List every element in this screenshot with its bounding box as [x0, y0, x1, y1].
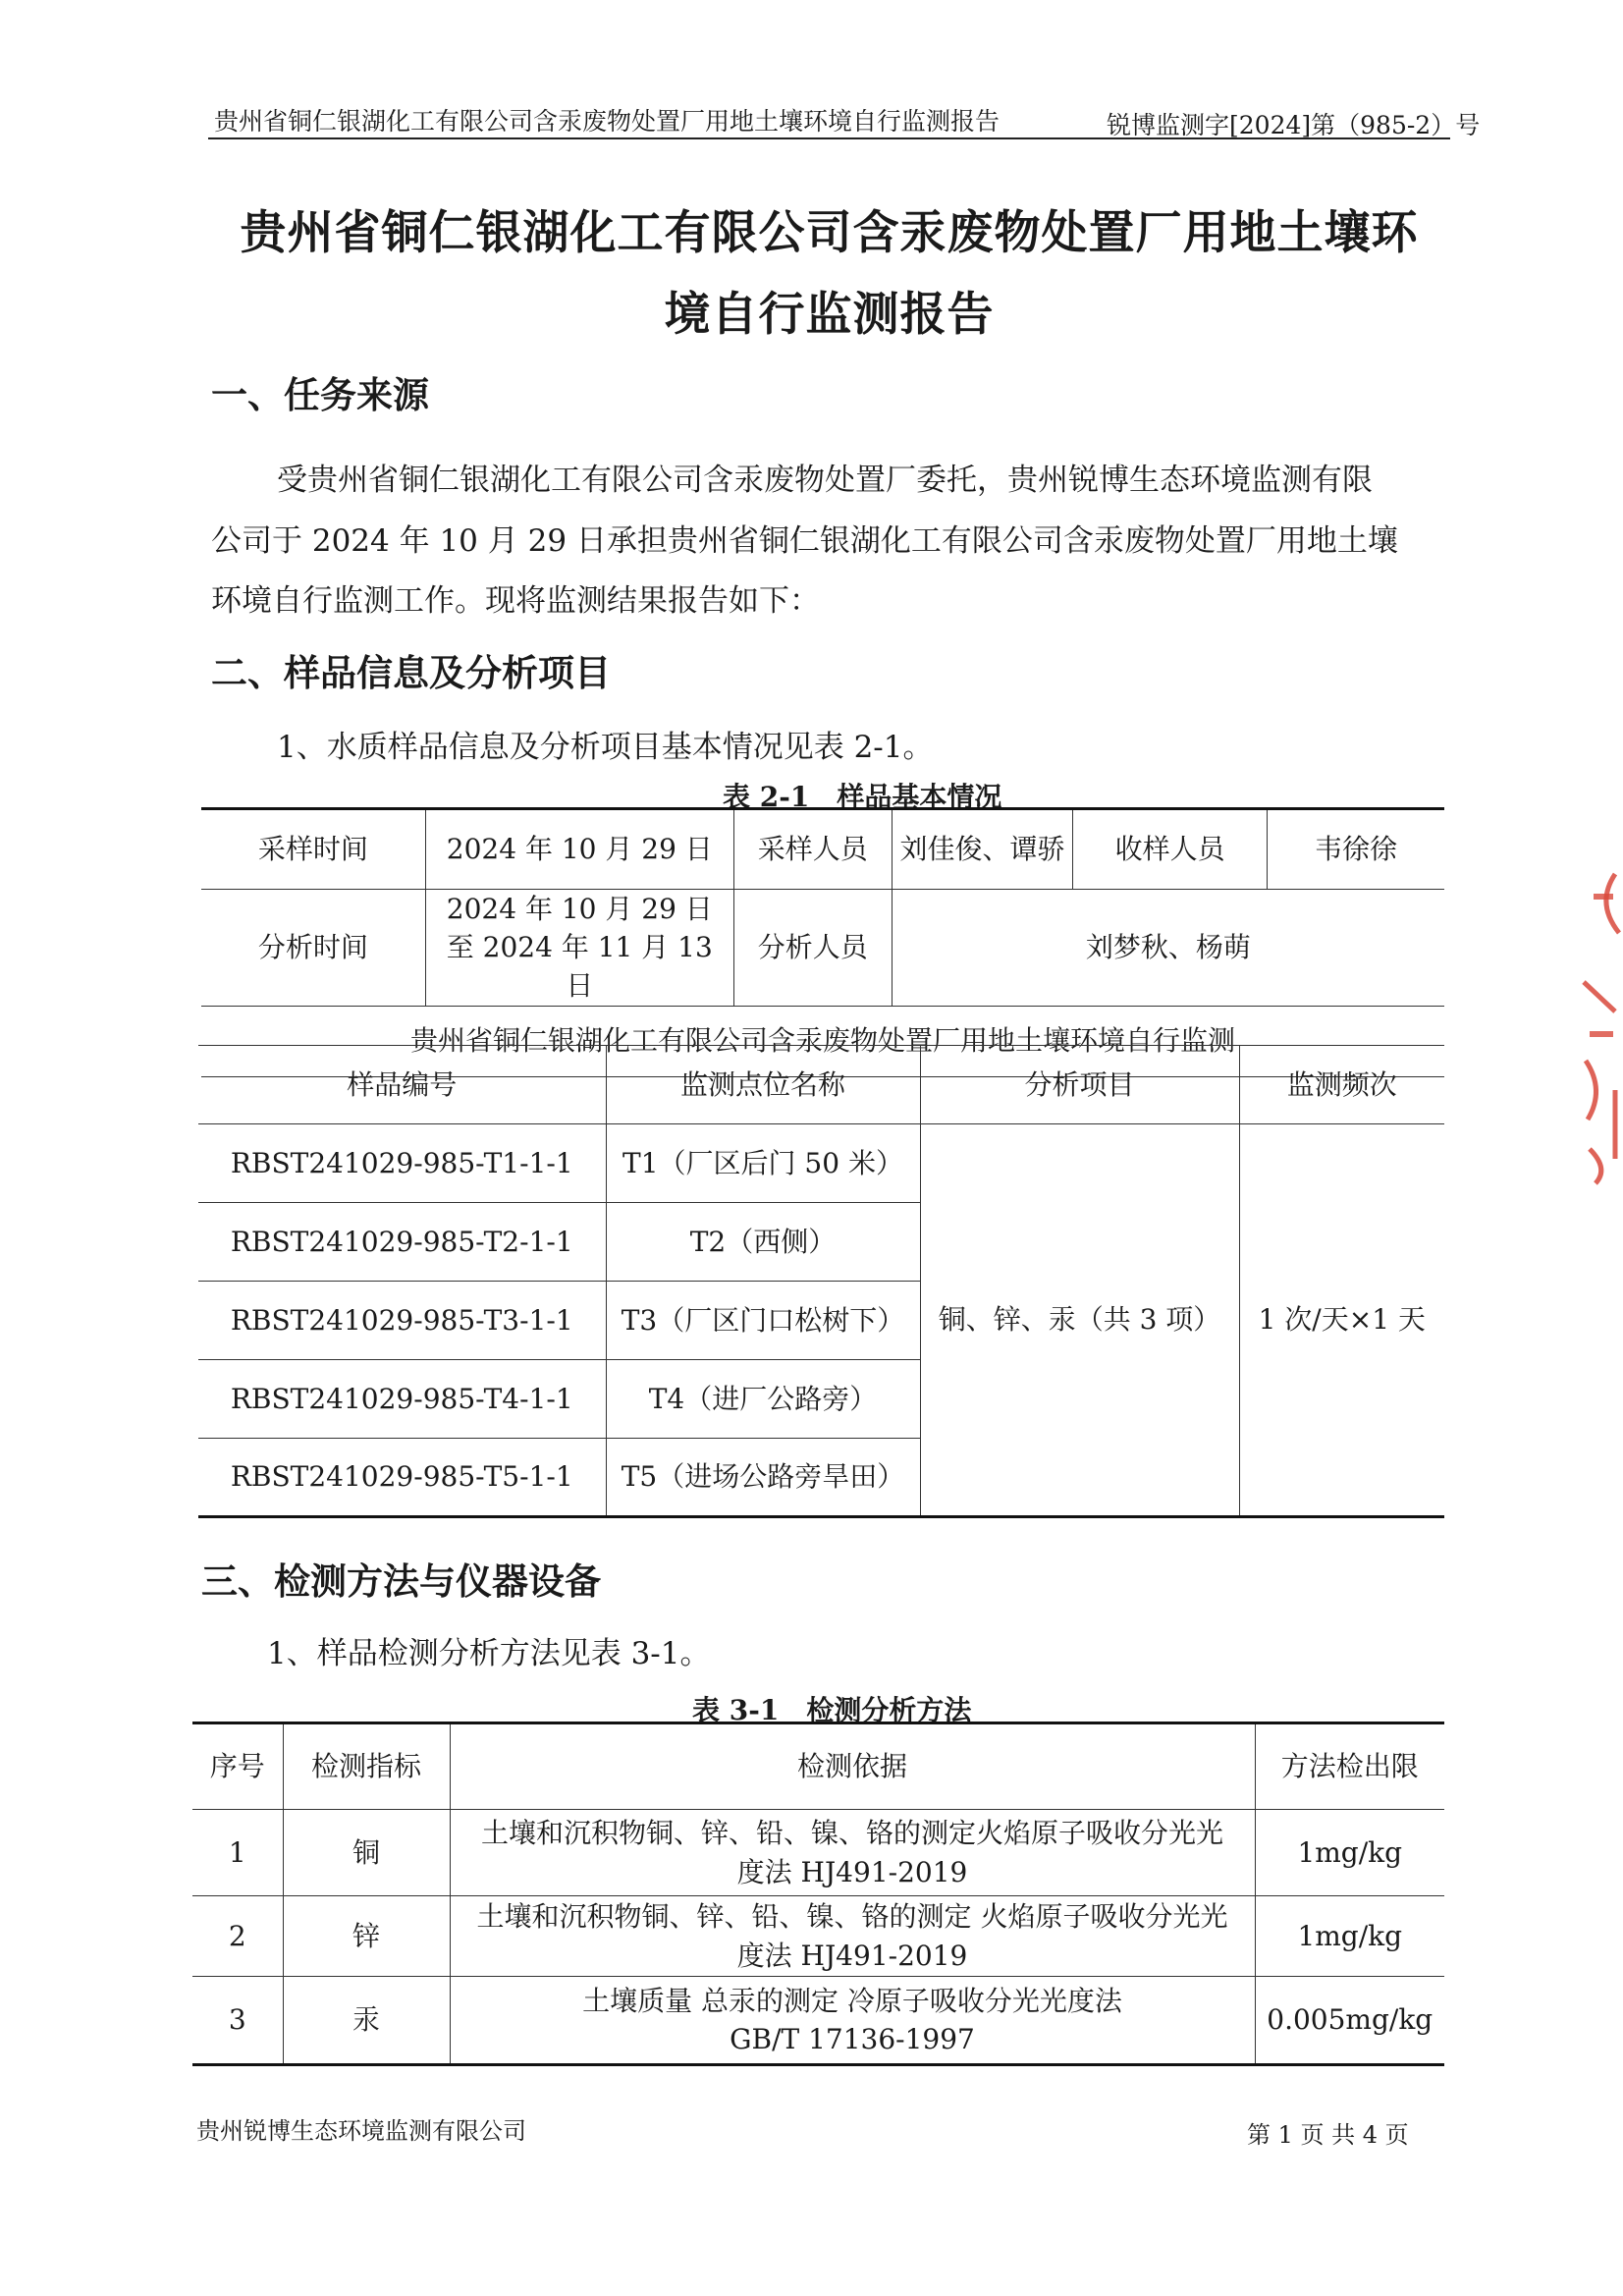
analysis-time-end: 至 2024 年 11 月 13 日	[446, 931, 713, 1003]
section-heading-task-source: 一、任务来源	[211, 373, 429, 416]
sample-id: RBST241029-985-T3-1-1	[198, 1282, 606, 1360]
col-header-site-name: 监测点位名称	[606, 1046, 920, 1124]
col-header-sample-id: 样品编号	[198, 1046, 606, 1124]
analysis-methods-table	[192, 1722, 1444, 2066]
value-analyst: 刘梦秋、杨萌	[892, 890, 1444, 1007]
site-name: T3（厂区门口松树下）	[606, 1282, 920, 1360]
label-sample-time: 采样时间	[201, 809, 425, 890]
row-no: 1	[192, 1810, 283, 1896]
basis-line-1: 土壤和沉积物铜、锌、铅、镍、铬的测定火焰原子吸收分光光	[480, 1817, 1223, 1850]
basis-line-1: 土壤和沉积物铜、锌、铅、镍、铬的测定 火焰原子吸收分光光	[476, 1900, 1228, 1934]
report-title-line-2: 境自行监测报告	[664, 288, 995, 342]
table-row	[192, 1810, 1444, 1896]
col-header-analysis-items: 分析项目	[920, 1046, 1239, 1124]
col-header-no: 序号	[192, 1723, 283, 1810]
site-name: T5（进场公路旁旱田）	[606, 1439, 920, 1517]
label-receiver: 收样人员	[1073, 809, 1268, 890]
analysis-items: 铜、锌、汞（共 3 项）	[920, 1124, 1239, 1517]
site-name: T2（西侧）	[606, 1203, 920, 1282]
sample-id: RBST241029-985-T1-1-1	[198, 1124, 606, 1203]
basis-line-2: GB/T 17136-1997	[730, 2023, 975, 2055]
basis-line-2: 度法 HJ491-2019	[736, 1855, 968, 1888]
value-sampler: 刘佳俊、谭骄	[892, 809, 1072, 890]
paragraph-line-3: 环境自行监测工作。现将监测结果报告如下：	[211, 583, 820, 619]
value-sample-time: 2024 年 10 月 29 日	[425, 809, 733, 890]
label-analyst: 分析人员	[733, 890, 892, 1007]
basis-line-2: 度法 HJ491-2019	[736, 1939, 968, 1972]
table-2-1-caption: 表 2-1 样品基本情况	[723, 781, 1002, 813]
analysis-time-start: 2024 年 10 月 29 日	[446, 893, 713, 925]
section-heading-methods: 三、检测方法与仪器设备	[201, 1559, 601, 1603]
section-heading-sample-info: 二、样品信息及分析项目	[211, 651, 611, 694]
sample-id: RBST241029-985-T4-1-1	[198, 1360, 606, 1439]
row-index: 锌	[283, 1896, 450, 1977]
table-3-1-caption: 表 3-1 检测分析方法	[692, 1694, 972, 1726]
col-header-basis: 检测依据	[450, 1723, 1255, 1810]
value-receiver: 韦徐徐	[1268, 809, 1444, 890]
row-detection-limit: 1mg/kg	[1255, 1810, 1444, 1896]
paragraph-line-2: 公司于 2024 年 10 月 29 日承担贵州省铜仁银湖化工有限公司含汞废物处置厂用地土壤	[211, 523, 1398, 559]
table-row	[198, 1124, 1444, 1203]
sample-id: RBST241029-985-T2-1-1	[198, 1203, 606, 1282]
row-basis	[450, 1810, 1255, 1896]
col-header-frequency: 监测频次	[1239, 1046, 1444, 1124]
row-no: 3	[192, 1977, 283, 2065]
report-number: 锐博监测字[2024]第（985-2）号	[1107, 111, 1481, 139]
row-index: 铜	[283, 1810, 450, 1896]
sample-basic-info-table	[201, 807, 1444, 1077]
monitoring-frequency: 1 次/天×1 天	[1239, 1124, 1444, 1517]
row-basis	[450, 1977, 1255, 2065]
basis-line-1: 土壤质量 总汞的测定 冷原子吸收分光光度法	[582, 1984, 1122, 2017]
footer-company: 贵州锐博生态环境监测有限公司	[196, 2117, 526, 2145]
seal-stamp-icon	[1576, 864, 1621, 1188]
row-detection-limit: 0.005mg/kg	[1255, 1977, 1444, 2065]
label-analysis-time: 分析时间	[201, 890, 425, 1007]
project-name-row: 贵州省铜仁银湖化工有限公司含汞废物处置厂用地土壤环境自行监测	[201, 1006, 1444, 1076]
col-header-detection-limit: 方法检出限	[1255, 1723, 1444, 1810]
header-divider	[208, 137, 1450, 139]
running-header-title: 贵州省铜仁银湖化工有限公司含汞废物处置厂用地土壤环境自行监测报告	[214, 107, 1001, 136]
row-basis	[450, 1896, 1255, 1977]
sample-list-table	[198, 1045, 1444, 1518]
table-row	[192, 1977, 1444, 2065]
sample-id: RBST241029-985-T5-1-1	[198, 1439, 606, 1517]
report-title-line-1: 贵州省铜仁银湖化工有限公司含汞废物处置厂用地土壤环	[240, 206, 1419, 260]
row-no: 2	[192, 1896, 283, 1977]
site-name: T1（厂区后门 50 米）	[606, 1124, 920, 1203]
col-header-index: 检测指标	[283, 1723, 450, 1810]
label-sampler: 采样人员	[733, 809, 892, 890]
row-detection-limit: 1mg/kg	[1255, 1896, 1444, 1977]
table-row	[192, 1896, 1444, 1977]
site-name: T4（进厂公路旁）	[606, 1360, 920, 1439]
value-analysis-time	[425, 890, 733, 1007]
row-index: 汞	[283, 1977, 450, 2065]
paragraph-line-1: 受贵州省铜仁银湖化工有限公司含汞废物处置厂委托，贵州锐博生态环境监测有限	[277, 463, 1373, 498]
table-3-1-intro: 1、样品检测分析方法见表 3-1。	[267, 1636, 711, 1671]
page-number: 第 1 页 共 4 页	[1247, 2121, 1409, 2149]
table-2-1-intro: 1、水质样品信息及分析项目基本情况见表 2-1。	[277, 730, 934, 765]
